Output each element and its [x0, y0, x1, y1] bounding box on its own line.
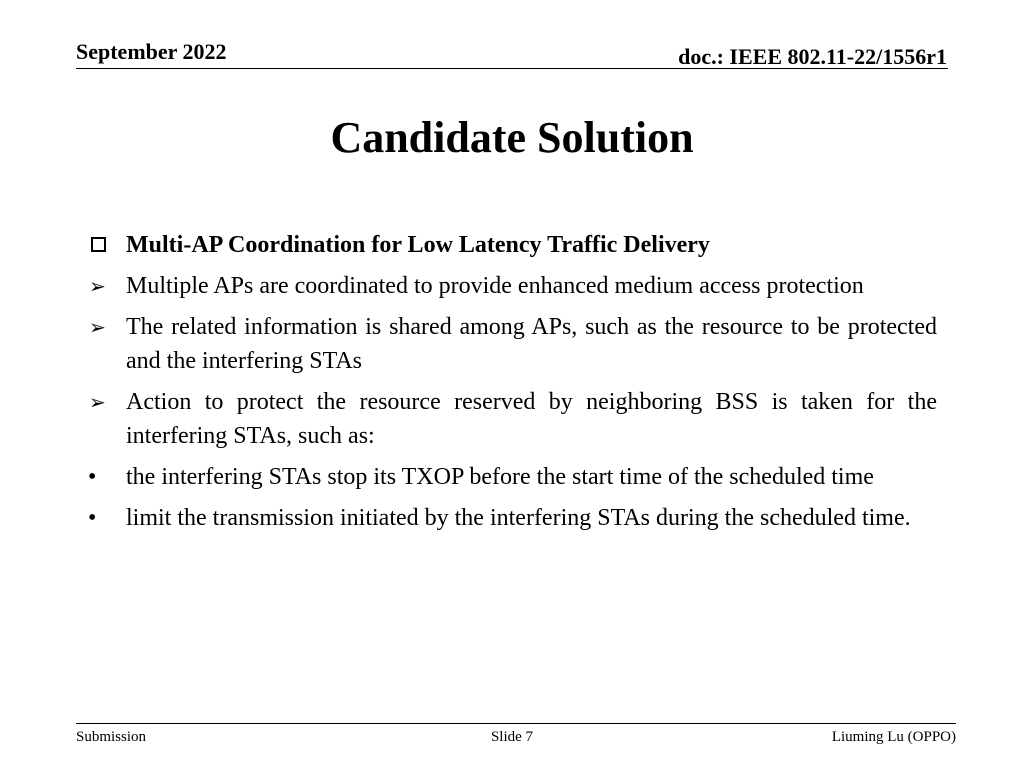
dot-bullet-icon: • [88, 464, 97, 490]
dot-bullet-icon: • [88, 505, 97, 531]
footer-slide-number: Slide 7 [490, 729, 534, 745]
list-item [86, 310, 937, 378]
square-bullet-icon [86, 228, 116, 262]
list-item-text: The related information is shared among APs, such as the resource to be protected and the interfering STAs [126, 314, 937, 374]
slide-title: Candidate Solution [330, 113, 694, 162]
list-item-heading [86, 228, 937, 262]
arrow-bullet-icon: ➢ [89, 390, 106, 414]
arrow-bullet-icon: ➢ [89, 315, 106, 339]
header-doc-id: doc.: IEEE 802.11-22/1556r1 [678, 44, 947, 69]
footer-author: Liuming Lu (OPPO) [831, 729, 956, 745]
list-item-text: limit the transmission initiated by the interfering STAs during the scheduled time. [126, 505, 911, 531]
header-date: September 2022 [76, 39, 227, 64]
list-item-text: Action to protect the resource reserved by neighboring BSS is taken for the interfering STAs, such as: [126, 389, 937, 449]
footer-submission: Submission [76, 729, 147, 745]
header-divider [76, 68, 948, 69]
list-item-text: the interfering STAs stop its TXOP before the start time of the scheduled time [126, 464, 874, 490]
footer-divider [76, 723, 956, 724]
list-item-text: Multi-AP Coordination for Low Latency Traffic Delivery [126, 232, 710, 258]
list-item [86, 460, 937, 494]
arrow-bullet-icon: ➢ [89, 274, 106, 298]
list-item [86, 269, 937, 303]
list-item [86, 501, 937, 535]
list-item-text: Multiple APs are coordinated to provide enhanced medium access protection [126, 273, 864, 299]
list-item [86, 385, 937, 453]
slide-body [86, 228, 937, 542]
